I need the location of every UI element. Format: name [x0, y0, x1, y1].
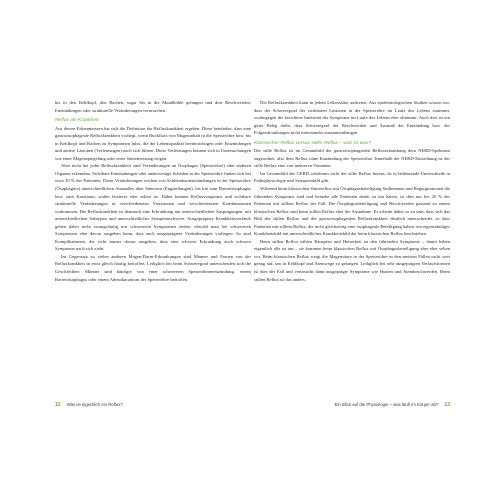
- paragraph: Aus diesen Erkenntnissen hat sich die Definition der Refluxkrankheit ergeben. Diese beinhaltet, dass eine gastroösophageale Refluxkrankheit vorliegt, wenn Rückfluss von Mageninhalt in die Speiseröhre bzw. bis in Kehlkopf und Rachen zu Symptomen führt, die die Lebensqualität beeinträchtigen oder Entzündungen und andere Läsionen (Verletzungen) nach sich führen. Diese Verletzungen können sich in Untersuchungen wie einer Magenspiegelung oder einer Säuremessung zeigen.: [55, 125, 251, 161]
- paragraph: bis in den Kehlkopf, den Rachen, sogar bis in die Mundhöhle gelangen und dort Beschwerden, Entzündungen oder strukturelle Veränderungen verursachen.: [55, 100, 251, 113]
- section-heading: Reflux als Krankheit: [55, 118, 99, 124]
- page-number: 12: [55, 402, 61, 408]
- left-page-footer: [55, 402, 123, 408]
- running-title: Ein Blick auf die Physiologie – was läuft im Körper ab?: [334, 402, 439, 407]
- paragraph: Beim stillen Reflux zählen Räuspern und Heiserkeit zu den führenden Symptome – damit haben eigentlich alle zu tun – sie kommen beim klassischen Reflux mit Ösophagusbeteiligung aber eher selten vor. Beim klassischen Reflux steigt die Magensäure in der Speiseröhre in den meisten Fällen nicht weit genug auf, um in Kehlkopf und Atemwege zu gelangen. Lediglich bei sehr ausgeprägten Verlaufsformen ist dies der Fall und verursacht dann ausgeprägte Symptome wie Husten und Atembeschwerden. Beim stillen Reflux ist das anders.: [254, 238, 450, 282]
- paragraph: Während beim klassischen Säurereflux mit Ösophagusbeteiligung Sodbrennen und Regurgitationen die führenden Symptome sind und beinahe alle Patienten damit zu tun haben, ist dies nur bei 20 % der Patienten mit stillem Reflux der Fall. Die Ösophagusbeteiligung und Beschwerden passend zu einem klassischen Reflux sind beim stillen Reflux eher die Ausnahme. Es scheint daher so zu sein, dass sich das Bild des stillen Reflux und der gastroösophagealen Refluxkrankheit deutlich unterscheidet, so dass Patienten mit stillem Reflux, die nicht gleichzeitig eine ösophageale Beteiligung haben, ein eigenständiges Krankheitsbild mit unterschiedlicher Krankheitsbild der beim klassischen Reflux beschrieben.: [254, 186, 450, 237]
- right-page-footer: [335, 402, 450, 408]
- paragraph: Im Gesamtbild der GERD wiederum nicht der stille Reflux heraus, da es bedeutende Unterschiede in Pathophysiologie und Symptombild gibt.: [254, 170, 450, 184]
- page-number: 13: [444, 402, 450, 408]
- right-text-column: [254, 99, 450, 283]
- paragraph: Aber nicht bei jeder Refluxkrankheit sind Veränderungen an Ösophagus (Speiseröhre) oder anderen Organen erkennbar. Sichtbare Entzündungen oder anderweitige Schäden in der Speiseröhre finden sich bei etwa 30 % der Patienten. Diese Veränderungen reichen von Schleimhautentzündungen in der Speiseröhre (Ösophagitis) unterschiedlichen Ausmaßes über Stenosen (Engstellungen), bis hin zum Barrettösophagus bzw. zum Karzinom, wobei letzteres eher selten ist. Dabei können Refluxsymptome und sichtbare strukturelle Veränderungen in verschiedensten Variationen und verschiedensten Kombinationen vorkommen. Die Refluxkrankheit ist demnach eine Erkrankung mit unterschiedlichen Ausprägungen, mit unterschiedlichen Subtypen und unterschiedlicher Symptomschwere. Ausgeprägtere Krankheitsverläufe gehen dabei nicht zwangsläufig mit schwereren Symptomen einher, obwohl man bei schwereren Symptomen eher davon ausgehen kann, dass auch ausgeprägtere Veränderungen vorliegen. So sind Komplikationen, die sicht immer davon ausgehen, dass eine schwere Erkrankung auch schwere Symptome nach sich zieht.: [55, 163, 251, 252]
- paragraph: Der stille Reflux ist im Gesamtbild der gastroösophagealen Refluxerkrankung dem NERD-Spektrum zugeordnet, also dem Reflux ohne Entzündung der Speiseröhre. Innerhalb der NERD-Einordnung ist der stille Reflux eine von mehreren Varianten.: [254, 148, 450, 169]
- left-text-column: [55, 99, 251, 283]
- paragraph: Im Gegensatz zu vielen anderen Magen-Darm-Erkrankungen sind Männer und Frauen von der Refluxkrankheit in etwa gleich häufig betroffen. Lediglich bei beim Schweregrad unterscheiden sich die Geschlechter: Männer sind häufiger von einer schwereren Speiseröhrenentzündung, einem Barrettösophagus oder einem Adenokarzinom der Speiseröhre betroffen.: [55, 253, 251, 282]
- paragraph: Die Refluxkrankheit kann in jedem Lebensalter auftreten. Aus epidemiologischen Studien wissen wir, dass der Schweregrad der sichtbaren Läsionen in der Speiseröhre im Laufe des Lebens zunimmt, wohingegen die berichtete Intensität der Symptome im Laufe des Lebens eher abnimmt. Auch dies ist ein guter Beleg dafür, dass Schweregrad der Beschwerden und Ausmaß der Entzündung bzw. der Folgeerkrankungen nicht miteinander zusammenhängen.: [254, 100, 450, 136]
- running-title: Was ist eigentlich ein Reflux?: [66, 402, 123, 407]
- section-heading: Klassischer Reflux versus stiller Reflux – was ist was?: [254, 140, 372, 146]
